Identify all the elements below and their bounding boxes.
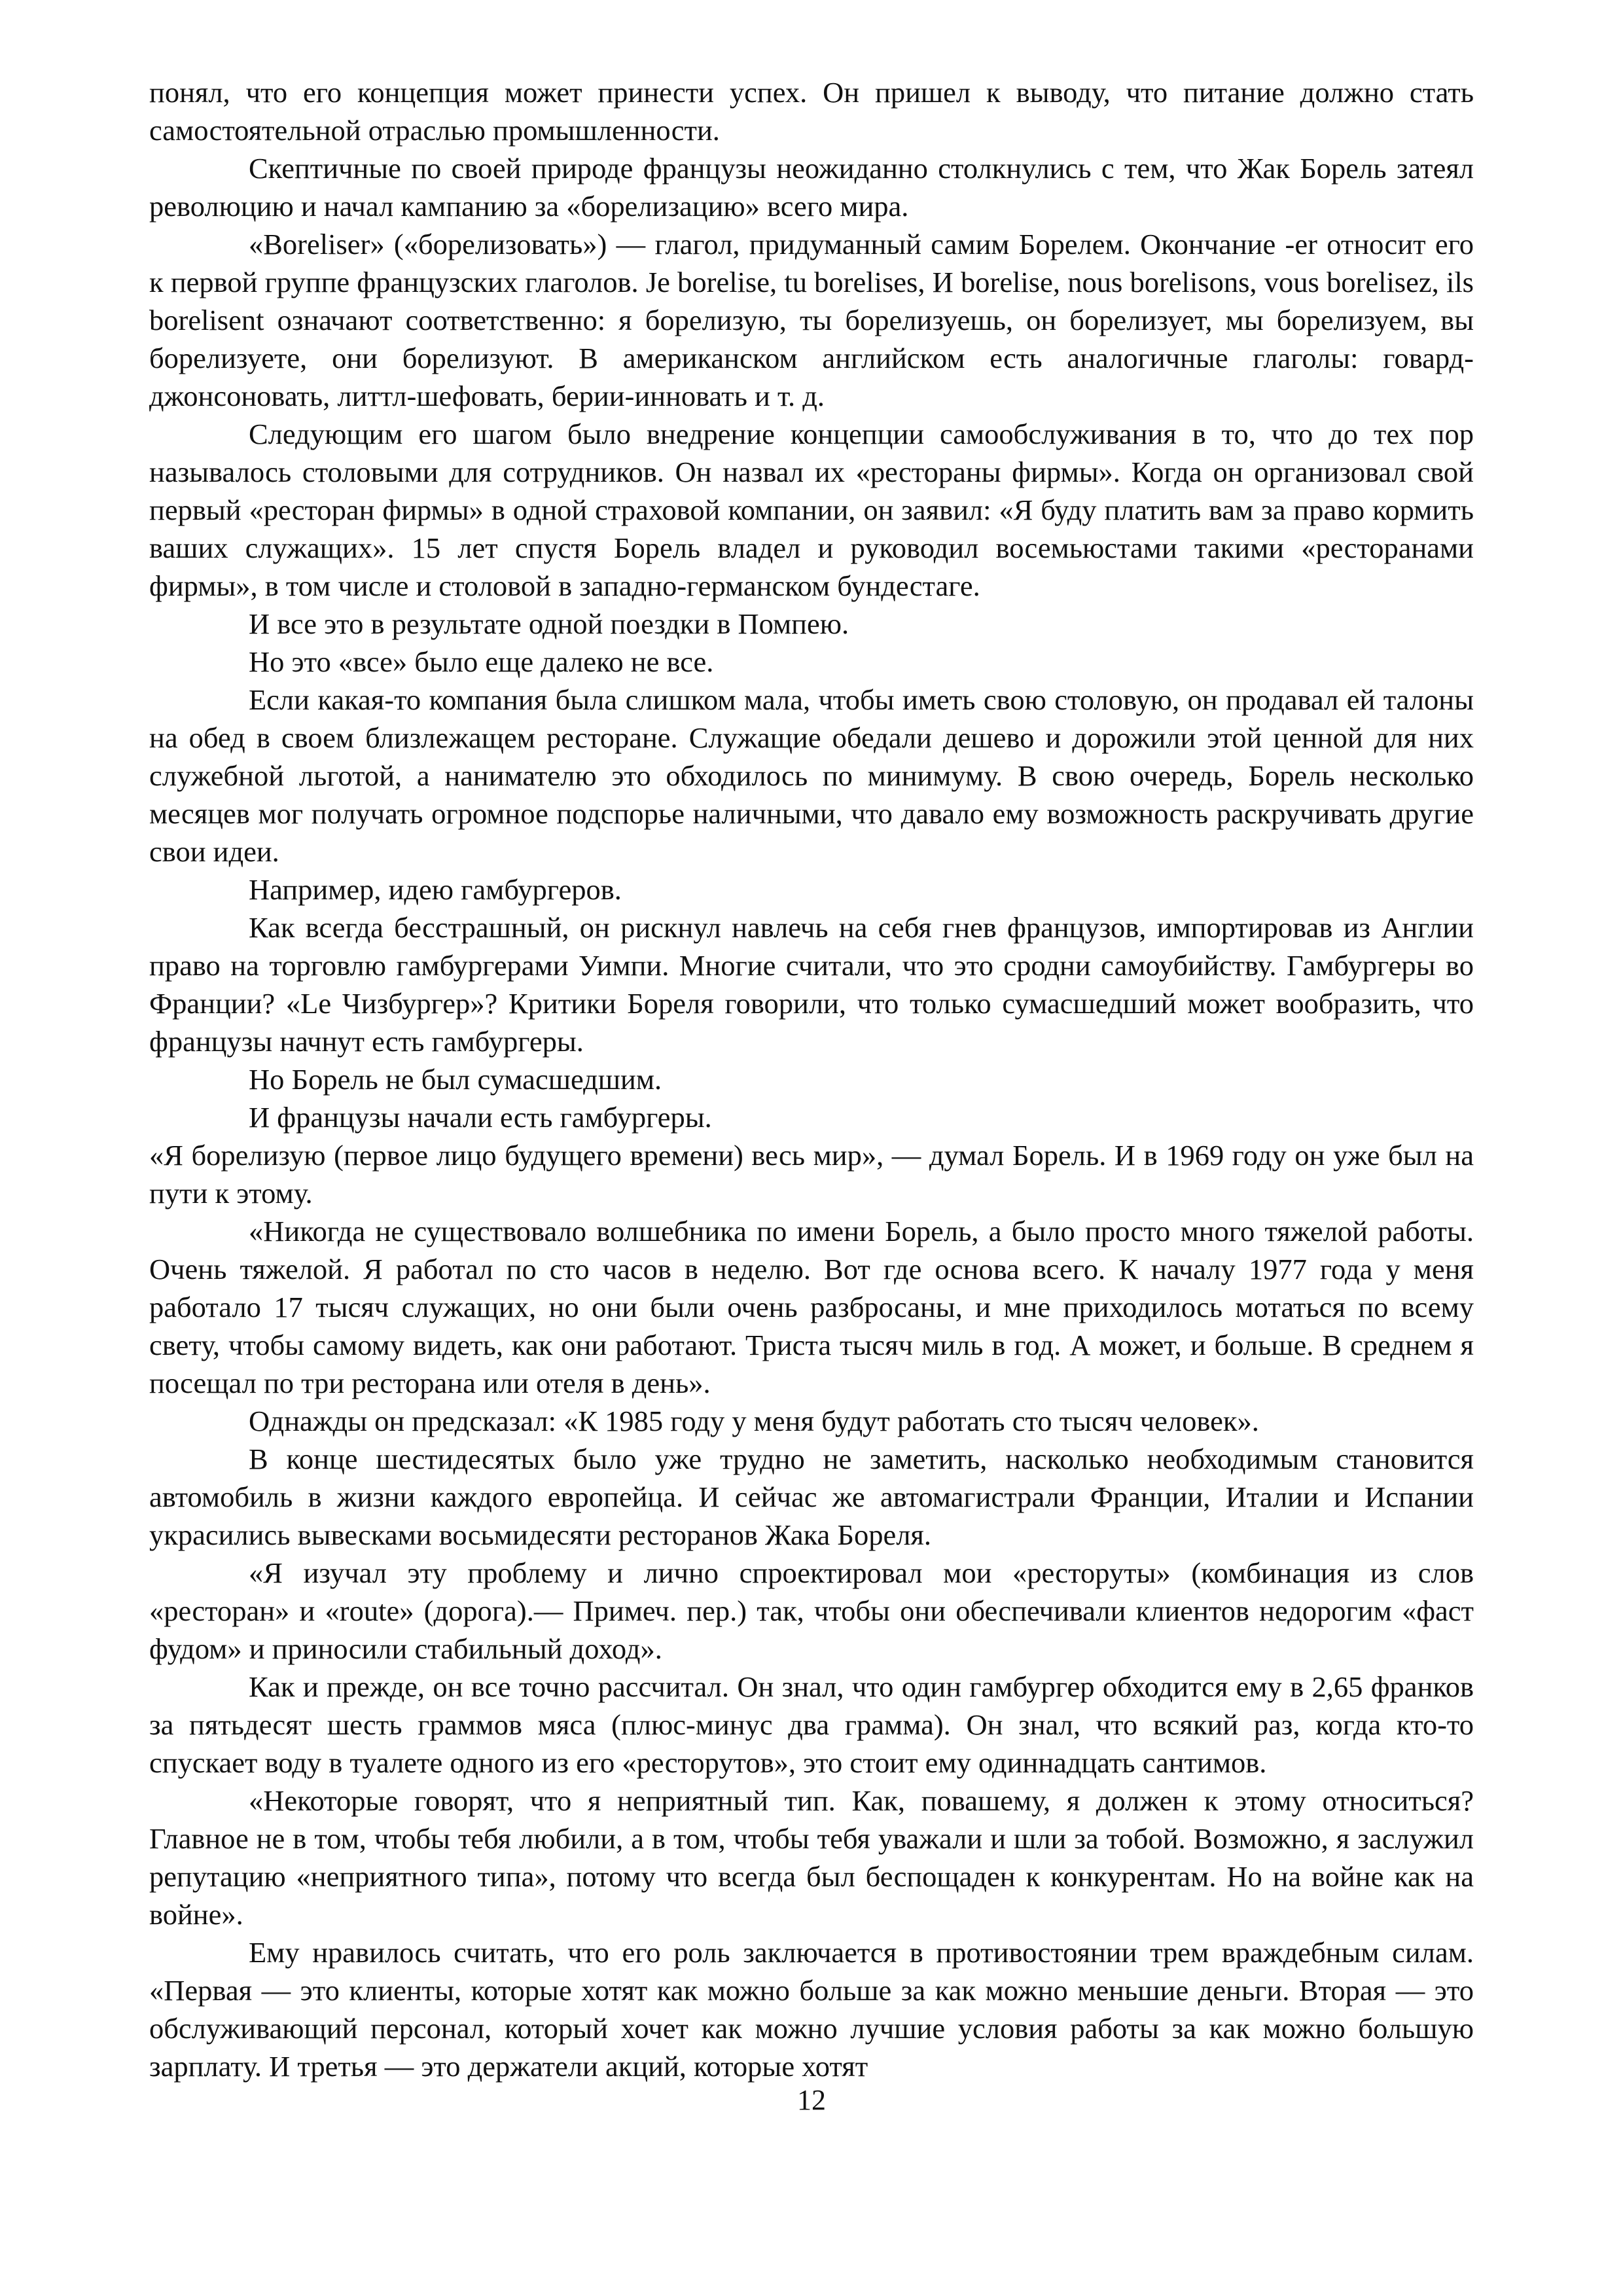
paragraph-17: Как и прежде, он все точно рассчитал. Он знал, что один гамбургер обходится ему в 2,65 франков за пятьдесят шесть граммов мяса (плюс-минус два грамма). Он знал, что всякий раз, когда кто-то спускает воду в туалете одного из его «ресторутов», это стоит ему одиннадцать сантимов. — [149, 1670, 1474, 1779]
paragraph-8: Например, идею гамбургеров. — [249, 873, 622, 906]
paragraph-14: Однажды он предсказал: «К 1985 году у меня будут работать сто тысяч человек». — [249, 1405, 1259, 1437]
paragraph-12: «Я борелизую (первое лицо будущего времени) весь мир», — думал Борель. И в 1969 году он уже был на пути к этому. — [149, 1139, 1474, 1210]
paragraph-7: Если какая-то компания была слишком мала, чтобы иметь свою столовую, он продавал ей талоны на обед в своем близлежащем ресторане. Служащие обедали дешево и дорожили этой ценной для них служебной льготой, а нанимателю это обходилось по минимуму. В свою очередь, Борель несколько месяцев мог получать огромное подспорье наличными, что давало ему возможность раскручивать другие свои идеи. — [149, 683, 1474, 868]
paragraph-16: «Я изучал эту проблему и лично спроектировал мои «ресторуты» (комбинация из слов «ресторан» и «route» (дорога).— Примеч. пер.) так, чтобы они обеспечивали клиентов недорогим «фаст фудом» и приносили стабильный доход». — [149, 1556, 1474, 1665]
paragraph-15: В конце шестидесятых было уже трудно не заметить, насколько необходимым становится автомобиль в жизни каждого европейца. И сейчас же автомагистрали Франции, Италии и Испании украсились вывесками восьмидесяти ресторанов Жака Бореля. — [149, 1443, 1474, 1551]
paragraph-13: «Никогда не существовало волшебника по имени Борель, а было просто много тяжелой работы. Очень тяжелой. Я работал по сто часов в неделю. Вот где основа всего. К началу 1977 года у меня работало 17 тысяч служащих, но они были очень разбросаны, и мне приходилось мотаться по всему свету, чтобы самому видеть, как они работают. Триста тысяч миль в год. А может, и больше. В среднем я посещал по три ресторана или отеля в день». — [149, 1215, 1474, 1399]
paragraph-10: Но Борель не был сумасшедшим. — [249, 1063, 662, 1096]
page-number: 12 — [797, 2084, 826, 2116]
paragraph-18: «Некоторые говорят, что я неприятный тип. Как, повашему, я должен к этому относиться? Главное не в том, чтобы тебя любили, а в том, чтобы тебя уважали и шли за тобой. Возможно, я заслужил репутацию «неприятного типа», потому что всегда был беспощаден к конкурентам. Но на войне как на войне». — [149, 1784, 1474, 1931]
paragraph-19: Ему нравилось считать, что его роль заключается в противостоянии трем враждебным силам. «Первая — это клиенты, которые хотят как можно больше за как можно меньшие деньги. Вторая — это обслуживающий персонал, который хочет как можно лучшие условия работы за как можно большую зарплату. И третья — это держатели акций, которые хотят — [149, 1936, 1474, 2083]
paragraph-4: Следующим его шагом было внедрение концепции самообслуживания в то, что до тех пор называлось столовыми для сотрудников. Он назвал их «рестораны фирмы». Когда он организовал свой первый «ресторан фирмы» в одной страховой компании, он заявил: «Я буду платить вам за право кормить ваших служащих». 15 лет спустя Борель владел и руководил восемьюстами такими «ресторанами фирмы», в том числе и столовой в западно-германском бундестаге. — [149, 418, 1474, 602]
paragraph-6: Но это «все» было еще далеко не все. — [249, 645, 714, 678]
paragraph-3: «Boreliser» («борелизовать») — глагол, придуманный самим Борелем. Окончание -er относит его к первой группе французских глаголов. Je borelise, tu borelises, И borelise, nous borelisons, vous borelisez, ils borelisent означают соответственно: я борелизую, ты борелизуешь, он борелизует, мы борелизуем, вы борелизуете, они борелизуют. В американском английском есть аналогичные глаголы: говард-джонсоновать, литтл-шефовать, берии-инновать и т. д. — [149, 228, 1474, 412]
page-body — [149, 73, 1474, 2085]
paragraph-11: И французы начали есть гамбургеры. — [249, 1101, 712, 1134]
paragraph-1: понял, что его концепция может принести успех. Он пришел к выводу, что питание должно стать самостоятельной отраслью промышленности. — [149, 76, 1474, 147]
paragraph-5: И все это в результате одной поездки в Помпею. — [249, 607, 849, 640]
paragraph-9: Как всегда бесстрашный, он рискнул навлечь на себя гнев французов, импортировав из Англии право на торговлю гамбургерами Уимпи. Многие считали, что это сродни самоубийству. Гамбургеры во Франции? «Le Чизбургер»? Критики Бореля говорили, что только сумасшедший может вообразить, что французы начнут есть гамбургеры. — [149, 911, 1474, 1058]
paragraph-2: Скептичные по своей природе французы неожиданно столкнулись с тем, что Жак Борель затеял революцию и начал кампанию за «борелизацию» всего мира. — [149, 152, 1474, 223]
